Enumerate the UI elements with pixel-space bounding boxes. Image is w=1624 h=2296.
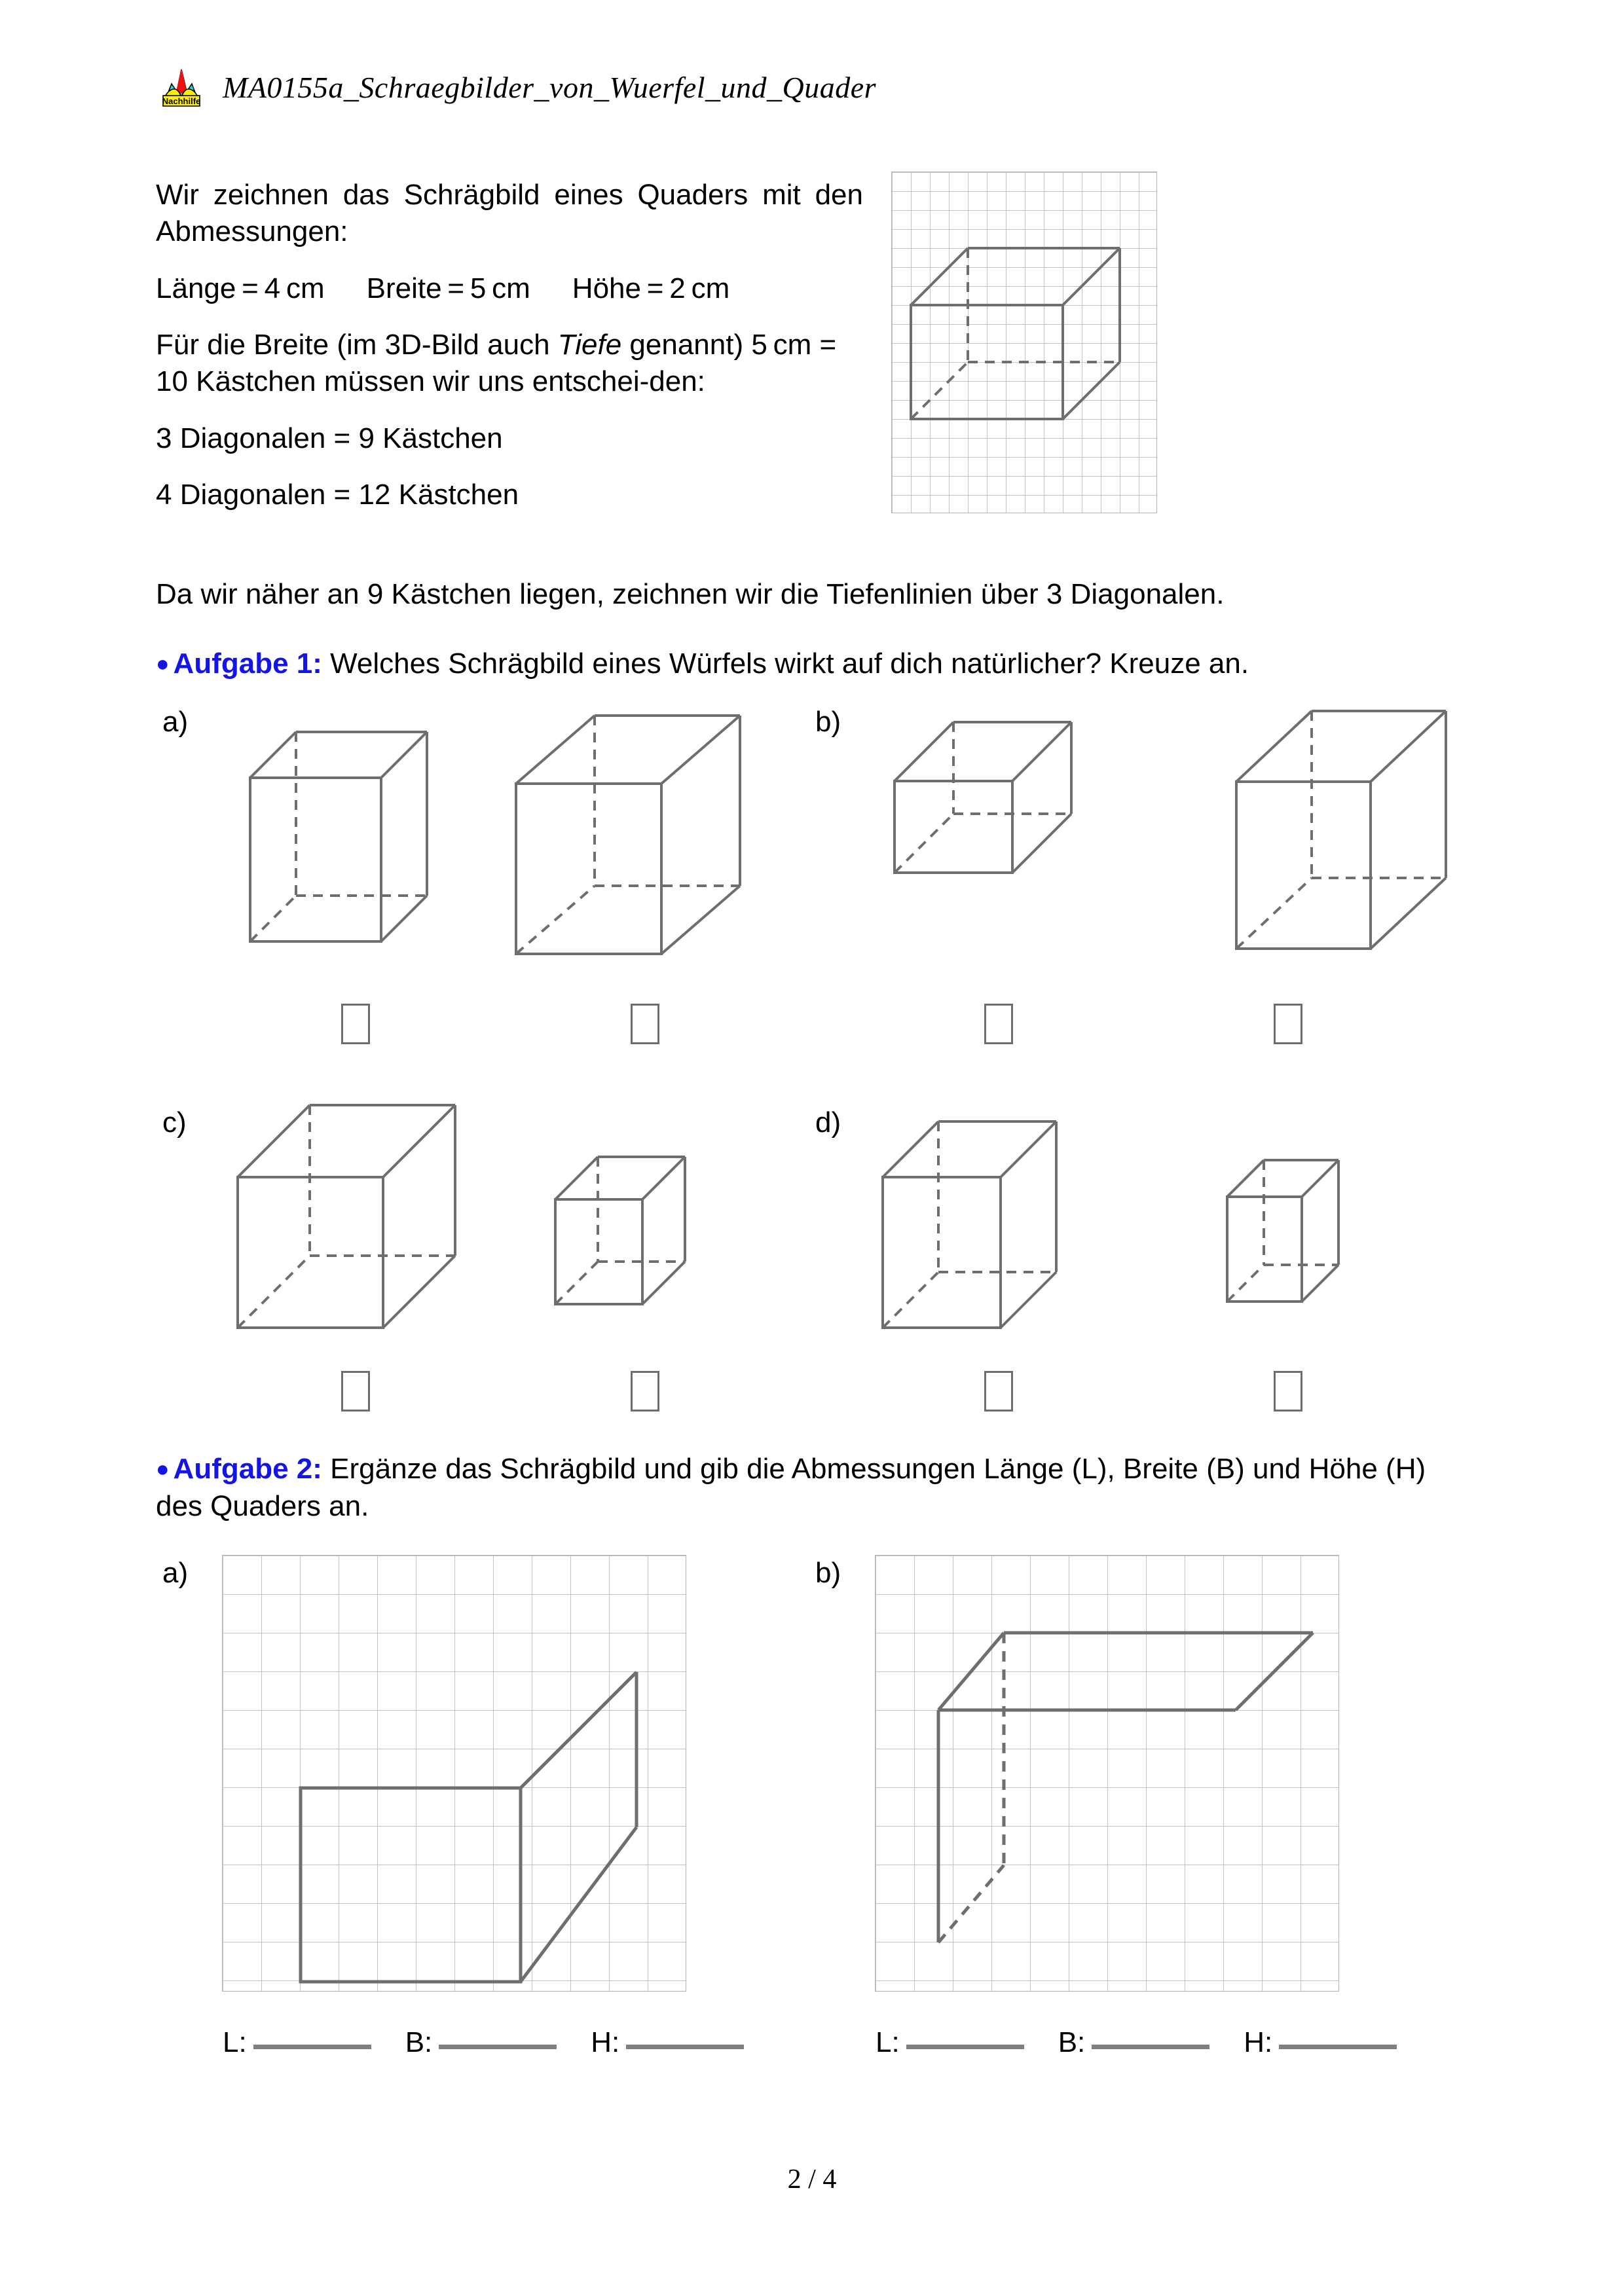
task1-c-cube-left: [226, 1100, 488, 1362]
task2-instruction: Ergänze das Schrägbild und gib die Abmessungen Länge (L), Breite (B) und Höhe (H) des Quaders an.: [156, 1453, 1426, 1523]
intro-line-1: [156, 177, 863, 251]
dimension-width: Breite = 5 cm: [366, 272, 530, 304]
task1-a-checkbox-right[interactable]: [631, 1004, 659, 1044]
task1-item-d-letter: d): [815, 1106, 841, 1139]
task1-a-cube-right: [504, 704, 766, 966]
dimensions-line: [156, 270, 863, 307]
task2-a-width-label: B:: [405, 2026, 433, 2058]
task1-b-cube-right: [1225, 699, 1506, 974]
task1-bullet-icon: ●: [156, 651, 170, 676]
task2-item-b-letter: b): [815, 1557, 841, 1589]
intro-line-3-pre: Für die Breite (im 3D-Bild auch: [156, 328, 558, 361]
intro-grid-panel: [891, 172, 1157, 513]
task2-a-width-blank[interactable]: [439, 2044, 557, 2049]
task2-b-partial-cuboid: [876, 1556, 1338, 1991]
task2-a-grid-panel[interactable]: [222, 1555, 686, 1992]
task2-b-grid-panel[interactable]: [875, 1555, 1339, 1992]
task2-b-height-blank[interactable]: [1279, 2044, 1397, 2049]
task1-c-checkbox-left[interactable]: [341, 1371, 370, 1412]
task1-item-a-letter: a): [162, 706, 189, 738]
task1-d-checkbox-right[interactable]: [1274, 1371, 1302, 1412]
task2-b-width-label: B:: [1058, 2026, 1086, 2058]
task2-b-width-blank[interactable]: [1092, 2044, 1209, 2049]
intro-cuboid-figure: [892, 172, 1156, 513]
task2-b-length-label: L:: [876, 2026, 900, 2058]
task1-c-cube-right: [544, 1139, 740, 1349]
task2-a-height-label: H:: [591, 2026, 620, 2058]
task2-b-answer-row[interactable]: [876, 2026, 1397, 2059]
intro-conclusion: Da wir näher an 9 Kästchen liegen, zeichnen wir die Tiefenlinien über 3 Diagonalen.: [156, 578, 1225, 610]
task2-label: Aufgabe 2:: [173, 1453, 322, 1485]
svg-text:Nachhilfe: Nachhilfe: [162, 96, 201, 106]
task2-a-height-blank[interactable]: [626, 2044, 744, 2049]
task1-item-b-letter: b): [815, 706, 841, 738]
task1-instruction: Welches Schrägbild eines Würfels wirkt auf dich natürlicher? Kreuze an.: [322, 647, 1249, 680]
task2-a-answer-row[interactable]: [223, 2026, 744, 2059]
task2-b-height-label: H:: [1244, 2026, 1273, 2058]
dimension-length: Länge = 4 cm: [156, 272, 325, 304]
diagonals-3-line: 3 Diagonalen = 9 Kästchen: [156, 422, 503, 454]
task1-d-cube-right: [1218, 1139, 1408, 1355]
nachhilfe-mountain-logo: [157, 65, 206, 109]
dimension-height: Höhe = 2 cm: [572, 272, 730, 304]
task1-a-checkbox-left[interactable]: [341, 1004, 370, 1044]
document-title: MA0155a_Schraegbilder_von_Wuerfel_und_Quader: [223, 70, 877, 104]
diagonals-4-line: 4 Diagonalen = 12 Kästchen: [156, 478, 519, 511]
intro-line-1-text: Wir zeichnen das Schrägbild eines Quaders mit den Abmessungen:: [156, 179, 863, 248]
task1-heading: [156, 645, 1439, 682]
page-header: [157, 65, 876, 109]
task2-b-length-blank[interactable]: [906, 2044, 1024, 2049]
task2-heading: [156, 1450, 1443, 1525]
task2-item-a-letter: a): [162, 1557, 189, 1589]
task1-d-checkbox-left[interactable]: [984, 1371, 1013, 1412]
task1-b-cube-left: [883, 712, 1105, 922]
task2-a-partial-cuboid: [223, 1556, 686, 1991]
intro-line-3-italic: Tiefe: [557, 328, 622, 361]
task2-a-length-blank[interactable]: [253, 2044, 371, 2049]
task1-d-cube-left: [871, 1106, 1107, 1368]
task1-label: Aufgabe 1:: [173, 647, 322, 680]
task1-b-checkbox-left[interactable]: [984, 1004, 1013, 1044]
intro-text-block: [156, 177, 863, 533]
intro-line-3: [156, 327, 863, 401]
task1-a-cube-left: [236, 707, 452, 969]
task2-a-length-label: L:: [223, 2026, 247, 2058]
intro-line-3-post: genannt) 5 cm = 10 Kästchen müssen wir uns entschei-den:: [156, 328, 837, 398]
task1-b-checkbox-right[interactable]: [1274, 1004, 1302, 1044]
task1-c-checkbox-right[interactable]: [631, 1371, 659, 1412]
task2-bullet-icon: ●: [156, 1457, 170, 1482]
task1-item-c-letter: c): [162, 1106, 187, 1139]
page-footer: 2 / 4: [787, 2164, 837, 2195]
